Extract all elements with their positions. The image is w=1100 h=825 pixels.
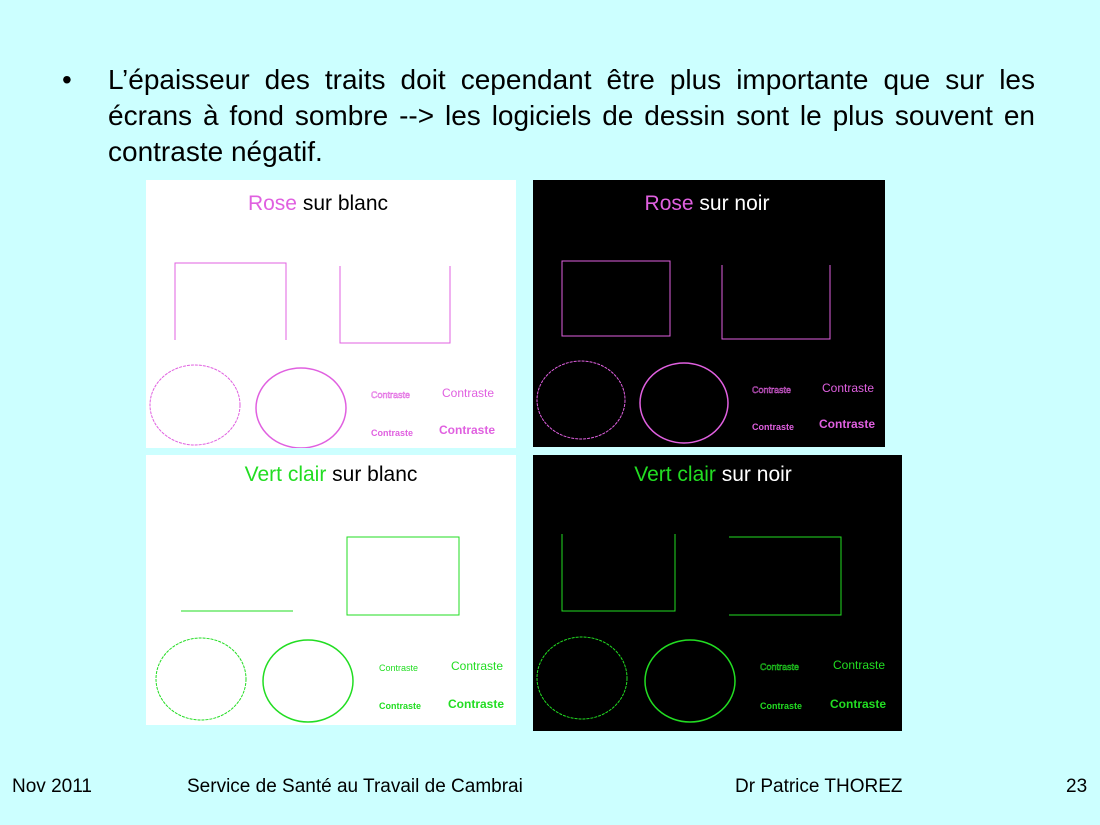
sample-text-bold: Contraste [448, 697, 505, 711]
sample-text-bold: Contraste [819, 417, 876, 431]
title-rest: sur noir [715, 463, 792, 486]
bullet-dot: • [62, 64, 72, 95]
title-rest: sur noir [693, 192, 770, 215]
title-rest: sur blanc [326, 463, 418, 486]
sample-text-bold-small: Contraste [379, 701, 422, 711]
sample-text-regular: Contraste [833, 658, 886, 672]
panel-vert-clair-sur-blanc [146, 455, 516, 725]
footer-author: Dr Patrice THOREZ [735, 776, 903, 797]
panel-background [533, 455, 902, 731]
panel-background [533, 180, 885, 447]
footer-service: Service de Santé au Travail de Cambrai [187, 776, 523, 797]
sample-text-outline-small: Contraste [752, 385, 792, 395]
panel-title [645, 192, 770, 215]
panel-rose-sur-noir [533, 180, 885, 447]
title-color-word: Vert clair [634, 463, 716, 486]
panel-rose-sur-blanc [146, 180, 516, 448]
sample-text-regular: Contraste [451, 659, 504, 673]
sample-text-bold-small: Contraste [752, 422, 795, 432]
sample-text-bold-small: Contraste [371, 428, 414, 438]
sample-text-bold: Contraste [830, 697, 887, 711]
panel-vert-clair-sur-noir [533, 455, 902, 731]
bullet-text: L’épaisseur des traits doit cependant être plus importante que sur les écrans à fond sombre --> les logiciels de dessin sont le plus souvent en contraste négatif. [108, 64, 1035, 167]
panel-title [248, 192, 388, 215]
title-color-word: Rose [644, 192, 694, 215]
sample-text-bold-small: Contraste [760, 701, 803, 711]
sample-text-regular: Contraste [442, 386, 495, 400]
sample-text-regular: Contraste [822, 381, 875, 395]
panel-background [146, 455, 516, 725]
sample-text-outline-small: Contraste [371, 390, 411, 400]
panel-title [245, 463, 418, 486]
panel-background [146, 180, 516, 448]
sample-text-regular-small: Contraste [379, 663, 419, 673]
footer-date: Nov 2011 [12, 776, 92, 797]
panel-title [634, 463, 792, 486]
footer-page-number: 23 [1066, 776, 1088, 797]
title-rest: sur blanc [296, 192, 389, 215]
title-color-word: Rose [247, 192, 297, 215]
sample-text-bold: Contraste [439, 423, 496, 437]
sample-text-outline-small: Contraste [760, 662, 800, 672]
title-color-word: Vert clair [244, 463, 327, 486]
